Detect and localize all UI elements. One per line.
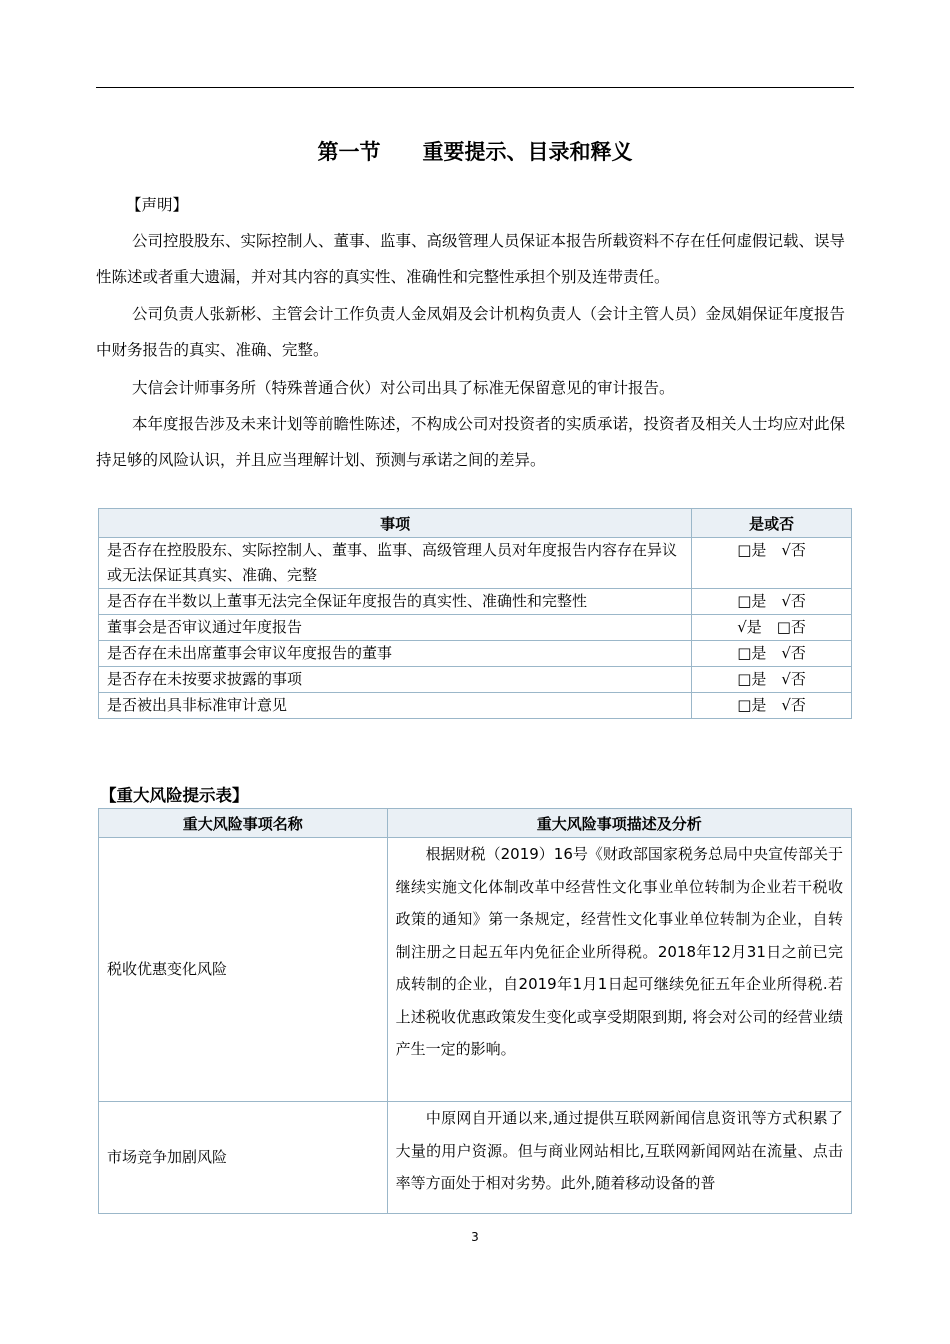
checklist-answer: □是 √否 [692,641,852,667]
checklist-answer: □是 √否 [692,693,852,719]
checklist-answer: □是 √否 [692,589,852,615]
table-row [99,667,852,693]
table-row [99,693,852,719]
declaration-paragraph: 公司控股股东、实际控制人、董事、监事、高级管理人员保证本报告所载资料不存在任何虚假记载、误导性陈述或者重大遗漏，并对其内容的真实性、准确性和完整性承担个别及连带责任。 [96,232,846,286]
declaration-paragraph: 本年度报告涉及未来计划等前瞻性陈述，不构成公司对投资者的实质承诺，投资者及相关人士均应对此保持足够的风险认识，并且应当理解计划、预测与承诺之间的差异。 [96,415,846,469]
table-row [99,1102,852,1214]
page-number: 3 [471,1230,479,1244]
checklist-header-answer: 是或否 [692,509,852,538]
checklist-answer: □是 √否 [692,667,852,693]
declaration-heading: 【声明】 [126,196,189,214]
table-row [99,838,852,1102]
table-row [99,641,852,667]
risk-description: 根据财税（2019）16号《财政部国家税务总局中央宣传部关于继续实施文化体制改革中经营性文化事业单位转制为企业若干税收政策的通知》第一条规定，经营性文化事业单位转制为企业，自转制注册之日起五年内免征企业所得税。2018年12月31日之前已完成转制的企业，自2019年1月1日起可继续免征五年企业所得税.若上述税收优惠政策发生变化或享受期限到期, 将会对公司的经营业绩产生一定的影响。 [387,838,851,1102]
table-row [99,589,852,615]
risk-name: 税收优惠变化风险 [99,838,388,1102]
checklist-header-row [99,509,852,538]
risk-header-desc: 重大风险事项描述及分析 [387,809,851,838]
checklist-item: 董事会是否审议通过年度报告 [99,615,692,641]
declaration-paragraph: 公司负责人张新彬、主管会计工作负责人金凤娟及会计机构负责人（会计主管人员）金凤娟保证年度报告中财务报告的真实、准确、完整。 [96,305,846,359]
checklist-item: 是否存在控股股东、实际控制人、董事、监事、高级管理人员对年度报告内容存在异议或无法保证其真实、准确、完整 [99,538,692,589]
checklist-header-item: 事项 [99,509,692,538]
checklist-item: 是否被出具非标准审计意见 [99,693,692,719]
section-title: 第一节 重要提示、目录和释义 [317,140,633,164]
checklist-answer: □是 √否 [692,538,852,589]
risk-table [98,808,852,1214]
risk-description: 中原网自开通以来,通过提供互联网新闻信息资讯等方式积累了大量的用户资源。但与商业网站相比,互联网新闻网站在流量、点击率等方面处于相对劣势。此外,随着移动设备的普 [387,1102,851,1214]
risk-table-heading: 【重大风险提示表】 [100,786,249,805]
risk-name: 市场竞争加剧风险 [99,1102,388,1214]
declaration-paragraph: 大信会计师事务所（特殊普通合伙）对公司出具了标准无保留意见的审计报告。 [132,379,675,397]
risk-header-row [99,809,852,838]
checklist-answer: √是 □否 [692,615,852,641]
table-row [99,615,852,641]
checklist-item: 是否存在半数以上董事无法完全保证年度报告的真实性、准确性和完整性 [99,589,692,615]
header-rule [96,87,854,88]
checklist-item: 是否存在未按要求披露的事项 [99,667,692,693]
risk-header-name: 重大风险事项名称 [99,809,388,838]
checklist-item: 是否存在未出席董事会审议年度报告的董事 [99,641,692,667]
table-row [99,538,852,589]
checklist-table [98,508,852,719]
